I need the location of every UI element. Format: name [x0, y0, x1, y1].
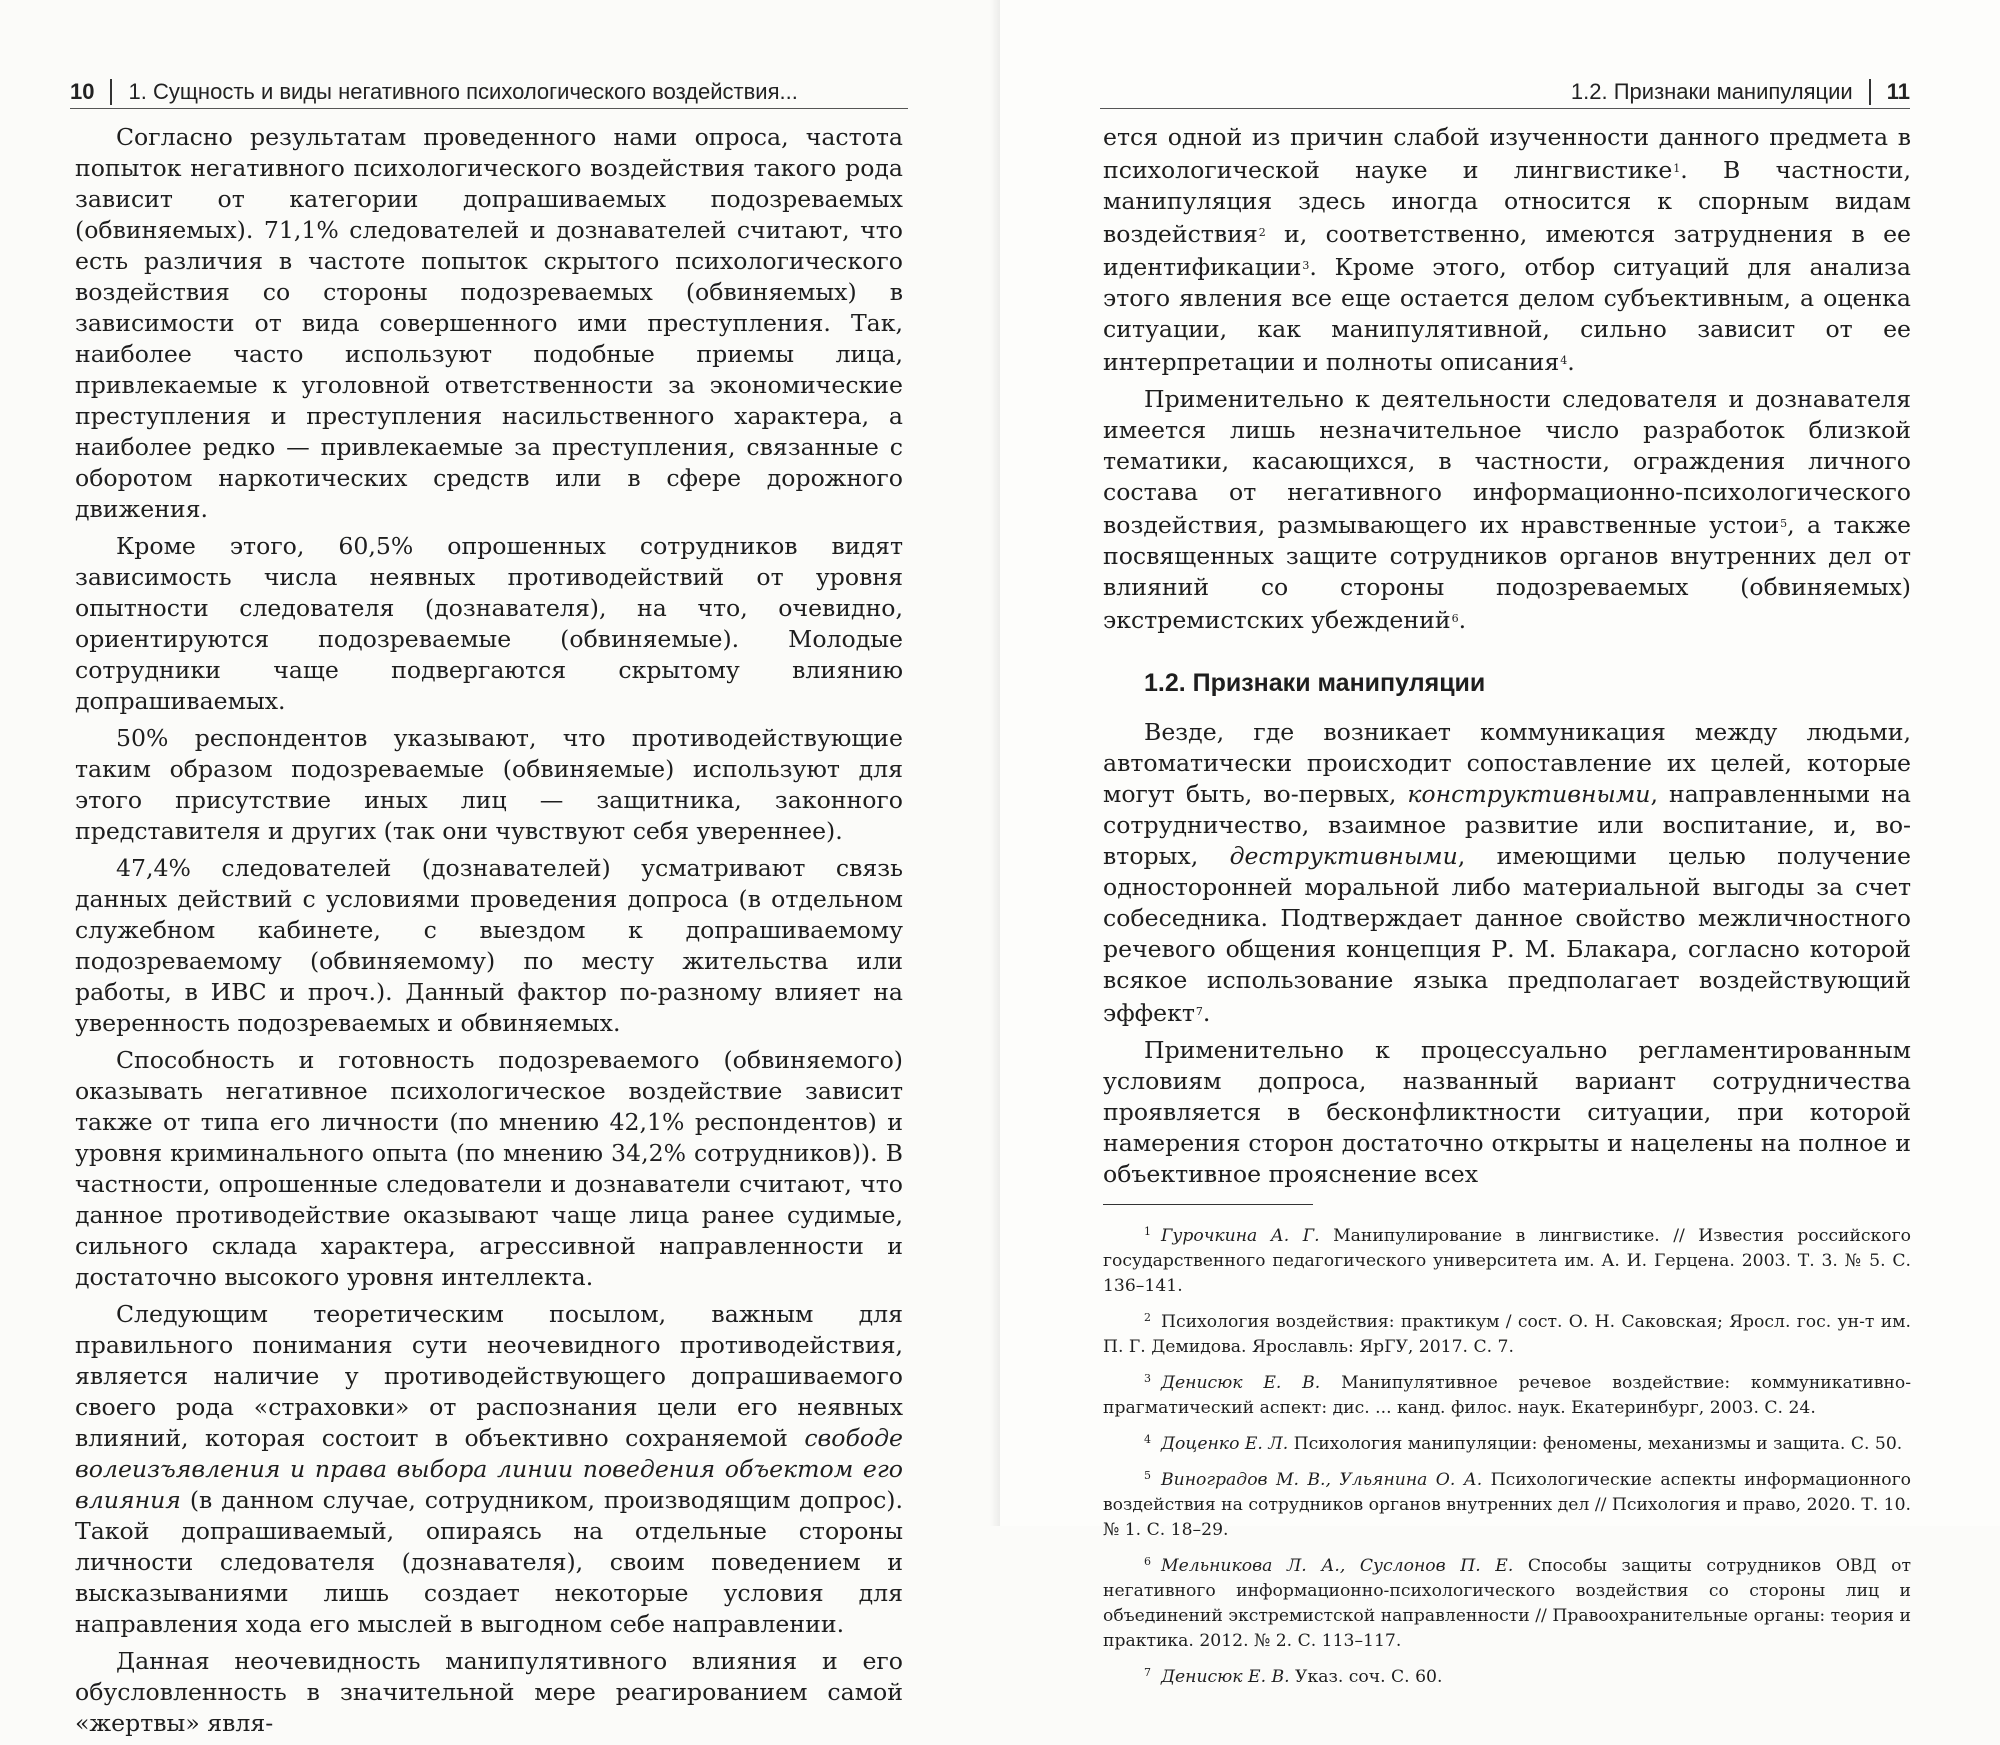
footnote: $^1$ Гурочкина А. Г. Манипулирование в лингвистике. // Известия российского государственного педагогического университета им. А. И. Герцена. 2003. Т. 3. № 5. С. 136–141. — [1103, 1225, 1911, 1296]
footnote: $^6$ Мельникова Л. А., Суслонов П. Е. Способы защиты сотрудников ОВД от негативного информационно-психологического воздействия со стороны лиц и объединений экстремистской направленности // Правоохранительные органы: теория и практика. 2012. № 2. С. 113–117. — [1103, 1555, 1911, 1651]
footnote: $^3$ Денисюк Е. В. Манипулятивное речевое воздействие: коммуникативно-прагматический аспект: дис. ... канд. филос. наук. Екатеринбург, 2003. С. 24. — [1103, 1372, 1911, 1418]
header-divider — [110, 79, 112, 105]
paragraph: Следующим теоретическим посылом, важным для правильного понимания сути неочевидного противодействия, является наличие у противодействующего допрашиваемого своего рода «страховки» от распознания цели его неявных влияний, которая состоит в объективно сохраняемой свободе волеизъявления и права выбора линии поведения объектом его влияния (в данном случае, сотрудником, производящим допрос). Такой допрашиваемый, опираясь на отдельные стороны личности следователя (дознавателя), своим поведением и высказываниями лишь создает некоторые условия для направления хода его мыслей в выгодном себе направлении. — [75, 1300, 903, 1638]
emphasis: конструктивными — [1407, 780, 1651, 808]
left-page-header — [70, 74, 798, 110]
paragraph: Способность и готовность подозреваемого (обвиняемого) оказывать негативное психологическое воздействие зависит также от типа его личности (по мнению 42,1% респондентов) и уровня криминального опыта (по мнению 34,2% сотрудников)). В частности, опрошенные следователи и дознаватели считают, что данное противодействие оказывают чаще лица ранее судимые, сильного склада характера, агрессивной направленности и достаточно высокого уровня интеллекта. — [75, 1046, 903, 1291]
footnotes — [1103, 1219, 1911, 1690]
footnote-ref[interactable]: 7 — [1195, 1005, 1203, 1018]
left-body-text — [75, 122, 903, 1745]
footnote: $^5$ Виноградов М. В., Ульянина О. А. Психологические аспекты информационного воздействия на сотрудников органов внутренних дел // Психология и право, 2020. Т. 10. № 1. С. 18–29. — [1103, 1469, 1911, 1540]
paragraph: Кроме этого, 60,5% опрошенных сотрудников видят зависимость числа неявных противодействий от уровня опытности следователя (дознавателя), на что, очевидно, ориентируются подозреваемые (обвиняемые). Молодые сотрудники чаще подвергаются скрытому влиянию допрашиваемых. — [75, 532, 903, 715]
footnote-ref[interactable]: 3 — [1302, 259, 1310, 272]
footnote-separator — [1103, 1204, 1313, 1205]
paragraph: Применительно к деятельности следователя и дознавателя имеется лишь незначительное число разработок близкой тематики, касающихся, в частности, ограждения личного состава от негативного информационно-психологического воздействия, размывающего их нравственные устои$^5$, а также посвященных защите сотрудников органов внутренних дел от влияний со стороны подозреваемых (обвиняемых) экстремистских убеждений$^6$. — [1103, 385, 1911, 634]
paragraph: Применительно к процессуально регламентированным условиям допроса, названный вариант сотрудничества проявляется в бесконфликтности ситуации, при которой намерения сторон достаточно открыты и нацелены на полное и объективное прояснение всех — [1103, 1036, 1911, 1188]
footnote: $^7$ Денисюк Е. В. Указ. соч. С. 60. — [1144, 1666, 1443, 1687]
footnote-ref[interactable]: 1 — [1673, 162, 1681, 175]
right-page — [1000, 0, 2000, 1687]
paragraph: 47,4% следователей (дознавателей) усматривают связь данных действий с условиями проведения допроса (в отдельном служебном кабинете, с выездом к допрашиваемому подозреваемому (обвиняемому) по месту жительства или работы, в ИВС и проч.). Данный фактор по-разному влияет на уверенность подозреваемых и обвиняемых. — [75, 854, 903, 1037]
header-divider — [1869, 79, 1871, 105]
right-page-number: 11 — [1886, 79, 1910, 104]
footnote-ref[interactable]: 6 — [1451, 612, 1459, 625]
footnote-ref[interactable]: 4 — [1560, 354, 1568, 367]
right-page-header — [1571, 74, 1910, 110]
right-running-title: 1.2. Признаки манипуляции — [1570, 79, 1853, 104]
paragraph: ется одной из причин слабой изученности данного предмета в психологической науке и лингвистике$^1$. В частности, манипуляция здесь иногда относится к спорным видам воздействия$^2$ и, соответственно, имеются затруднения в ее идентификации$^3$. Кроме этого, отбор ситуаций для анализа этого явления все еще остается делом субъективным, а оценка ситуации, как манипулятивной, сильно зависит от ее интерпретации и полноты описания$^4$. — [1103, 123, 1911, 376]
paragraph: Данная неочевидность манипулятивного влияния и его обусловленность в значительной мере реагированием самой «жертвы» явля- — [75, 1647, 903, 1737]
emphasis: свободе волеизъявления и права выбора линии поведения объектом его влияния — [75, 1424, 903, 1514]
paragraph: 50% респондентов указывают, что противодействующие таким образом подозреваемые (обвиняемые) используют для этого присутствие иных лиц — защитника, законного представителя и других (так они чувствуют себя увереннее). — [75, 724, 903, 845]
header-rule — [70, 108, 908, 109]
left-page-number: 10 — [70, 79, 95, 104]
footnote: $^2$ Психология воздействия: практикум / сост. О. Н. Саковская; Яросл. гос. ун-т им. П. Г. Демидова. Ярославль: ЯрГУ, 2017. С. 7. — [1103, 1311, 1911, 1357]
paragraph: Везде, где возникает коммуникация между людьми, автоматически происходит сопоставление их целей, которые могут быть, во-первых, конструктивными, направленными на сотрудничество, взаимное развитие или воспитание, и, во-вторых, деструктивными, имеющими целью получение односторонней моральной либо материальной выгоды за счет собеседника. Подтверждает данное свойство межличностного речевого общения концепция Р. М. Блакара, согласно которой всякое использование языка предполагает воздействующий эффект$^7$. — [1103, 718, 1911, 1027]
footnote-ref[interactable]: 5 — [1780, 517, 1788, 530]
emphasis: деструктивными — [1229, 842, 1458, 870]
footnote: $^4$ Доценко Е. Л. Психология манипуляции: феномены, механизмы и защита. С. 50. — [1144, 1433, 1903, 1454]
left-page — [0, 0, 1000, 1737]
left-running-title: 1. Сущность и виды негативного психологического воздействия... — [128, 79, 798, 104]
section-heading: 1.2. Признаки манипуляции — [1144, 669, 1486, 697]
header-rule — [1100, 108, 1910, 109]
right-body-text — [1103, 122, 1911, 1696]
footnote-ref[interactable]: 2 — [1258, 226, 1266, 239]
paragraph: Согласно результатам проведенного нами опроса, частота попыток негативного психологического воздействия такого рода зависит от категории допрашиваемых подозреваемых (обвиняемых). 71,1% следователей и дознавателей считают, что есть различия в частоте попыток скрытого психологического воздействия со стороны подозреваемых (обвиняемых) в зависимости от вида совершенного ими преступления. Так, наиболее часто используют подобные приемы лица, привлекаемые к уголовной ответственности за экономические преступления и преступления насильственного характера, а наиболее редко — привлекаемые за преступления, связанные с оборотом наркотических средств или в сфере дорожного движения. — [75, 123, 903, 523]
